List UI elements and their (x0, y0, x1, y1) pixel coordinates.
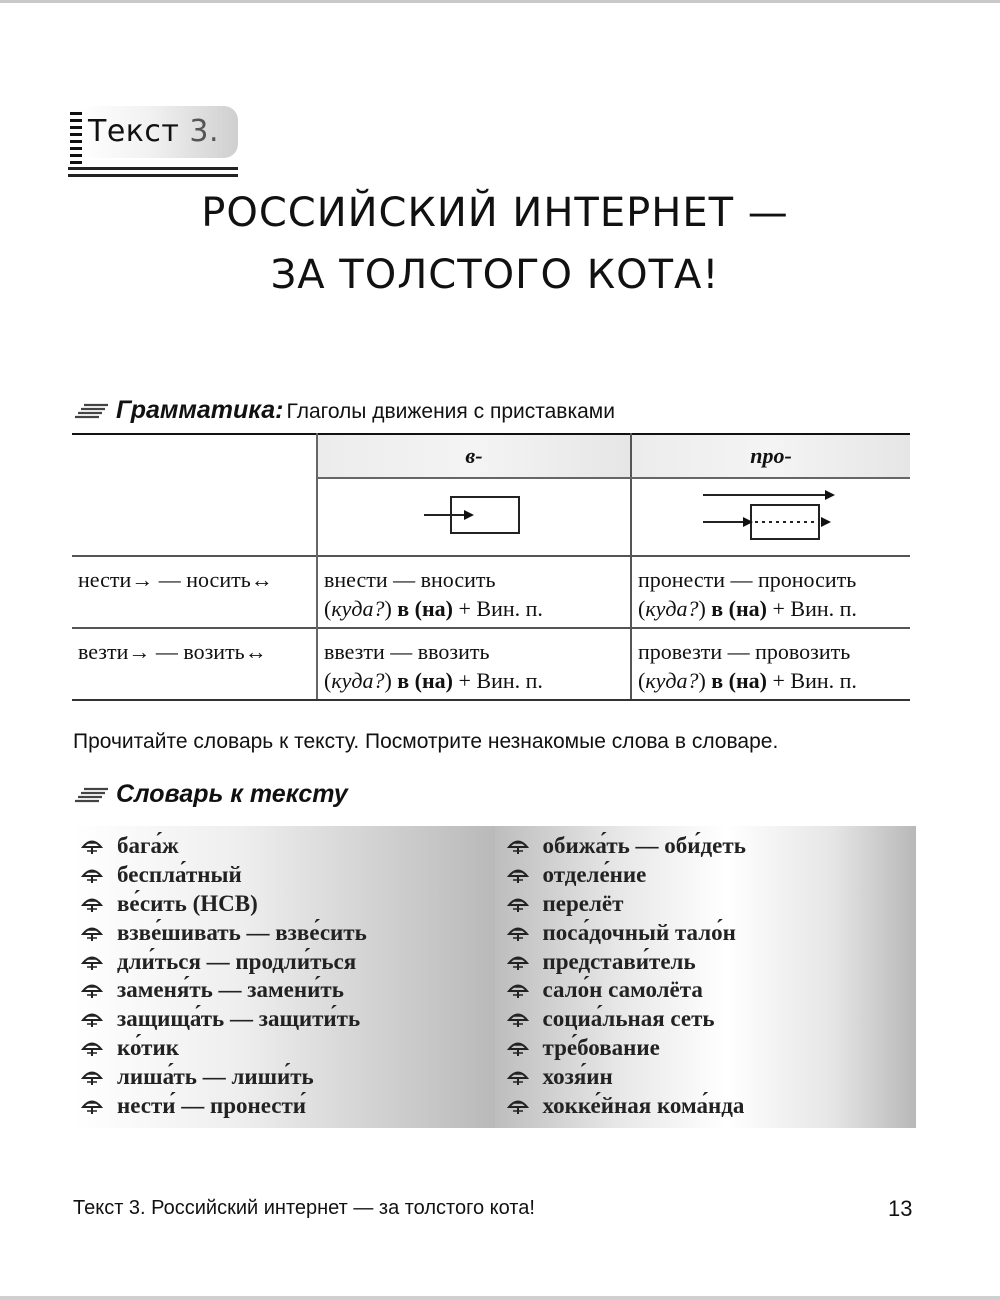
preposition: в (на) (711, 596, 767, 621)
vocabulary-word: защища́ть — защити́ть (117, 1006, 361, 1032)
vocabulary-item (507, 918, 917, 947)
umbrella-bullet-icon (507, 1097, 529, 1115)
page-title-line-2: ЗА ТОЛСТОГО КОТА! (270, 252, 720, 298)
vocabulary-item (81, 918, 495, 947)
badge-word: Текст (88, 114, 180, 149)
vocabulary-item (81, 1034, 495, 1063)
grammar-subtitle: Глаголы движения с приставками (286, 400, 615, 423)
vocabulary-item (507, 1005, 917, 1034)
pro-prefix-cell (631, 628, 910, 700)
umbrella-bullet-icon (81, 895, 103, 913)
prefixed-verbs: пронести — проносить (638, 567, 857, 592)
umbrella-bullet-icon (81, 953, 103, 971)
umbrella-bullet-icon (81, 1097, 103, 1115)
diagram-cell-pro (631, 478, 910, 556)
v-prefix-cell (317, 628, 631, 700)
case-label: + Вин. п. (458, 668, 543, 693)
umbrella-bullet-icon (507, 1068, 529, 1086)
preposition: в (на) (397, 596, 453, 621)
diagram-cell-v (317, 478, 631, 556)
vocabulary-word: заменя́ть — замени́ть (117, 977, 344, 1003)
vocabulary-word: ве́сить (НСВ) (117, 890, 258, 916)
umbrella-bullet-icon (507, 866, 529, 884)
column-header-v: в- (317, 434, 631, 478)
grammar-heading-label: Грамматика: (116, 396, 284, 424)
vocabulary-item (507, 861, 917, 890)
question-word: куда? (645, 596, 699, 621)
government-pattern: (куда?) в (на) + Вин. п. (324, 668, 543, 693)
government-pattern: (куда?) в (на) + Вин. п. (638, 668, 857, 693)
vocabulary-word: обижа́ть — оби́деть (542, 833, 746, 859)
question-word: куда? (331, 596, 385, 621)
instruction-text: Прочитайте словарь к тексту. Посмотрите незнакомые слова в словаре. (73, 730, 779, 753)
vocabulary-word: отделе́ние (542, 862, 647, 888)
vocabulary-item (81, 832, 495, 861)
vocabulary-item (81, 890, 495, 919)
vocabulary-word: взве́шивать — взве́сить (117, 919, 367, 945)
vocabulary-word: хозя́ин (542, 1063, 613, 1089)
vocabulary-item (507, 976, 917, 1005)
vocabulary-item (507, 1062, 917, 1091)
preposition: в (на) (397, 668, 453, 693)
vocabulary-word: хокке́йная кома́нда (542, 1092, 745, 1118)
text-number-badge (66, 104, 241, 176)
vocabulary-word: сало́н самолёта (542, 977, 703, 1003)
umbrella-bullet-icon (81, 924, 103, 942)
table-row (72, 628, 910, 700)
vocabulary-item (507, 947, 917, 976)
badge-underline (68, 167, 238, 170)
vocabulary-list (507, 832, 917, 1120)
table-row (72, 556, 910, 628)
vocabulary-word: беспла́тный (117, 862, 242, 888)
umbrella-bullet-icon (81, 837, 103, 855)
umbrella-bullet-icon (507, 953, 529, 971)
vocabulary-word: ко́тик (117, 1034, 179, 1060)
badge-number: 3. (189, 114, 220, 149)
vocabulary-item (81, 1005, 495, 1034)
umbrella-bullet-icon (81, 1039, 103, 1057)
umbrella-bullet-icon (81, 1010, 103, 1028)
vocabulary-word: тре́бование (542, 1034, 660, 1060)
page-top-edge (0, 0, 1000, 3)
vocabulary-list (81, 832, 495, 1120)
grammar-table (72, 433, 910, 701)
vocabulary-word: поса́дочный тало́н (542, 919, 736, 945)
vocabulary-word: представи́тель (542, 948, 696, 974)
prefixed-verbs: ввезти — ввозить (324, 639, 490, 664)
vocabulary-word: перелёт (542, 890, 624, 916)
vocabulary-item (81, 976, 495, 1005)
vocabulary-item (507, 1091, 917, 1120)
running-footer: Текст 3. Российский интернет — за толстого кота! (73, 1197, 535, 1219)
table-corner-cell (72, 434, 317, 556)
vocabulary-word: бага́ж (117, 833, 179, 859)
page-title (0, 182, 990, 306)
umbrella-bullet-icon (507, 895, 529, 913)
lines-icon (74, 787, 110, 803)
badge-dashes-decoration (70, 112, 82, 164)
vocabulary-word: социа́льная сеть (542, 1006, 715, 1032)
column-header-pro: про- (631, 434, 910, 478)
vocabulary-heading-label: Словарь к тексту (116, 780, 348, 808)
arrow-through-box-icon (701, 489, 841, 541)
vocabulary-word: лиша́ть — лиши́ть (117, 1063, 314, 1089)
page-title-line-1: РОССИЙСКИЙ ИНТЕРНЕТ — (201, 190, 789, 236)
base-verbs-cell: нести→ — носить↔ (72, 556, 317, 628)
vocabulary-word: дли́ться — продли́ться (117, 948, 357, 974)
umbrella-bullet-icon (81, 981, 103, 999)
vocabulary-item (507, 1034, 917, 1063)
question-word: куда? (331, 668, 385, 693)
case-label: + Вин. п. (458, 596, 543, 621)
government-pattern: (куда?) в (на) + Вин. п. (324, 596, 543, 621)
badge-underline (68, 174, 238, 177)
base-verbs-cell: везти→ — возить↔ (72, 628, 317, 700)
vocabulary-column-left (73, 826, 495, 1128)
vocabulary-word: нести́ — пронести́ (117, 1092, 307, 1118)
page-bottom-edge (0, 1296, 1000, 1300)
vocabulary-item (81, 1091, 495, 1120)
umbrella-bullet-icon (507, 837, 529, 855)
vocabulary-item (81, 947, 495, 976)
vocabulary-item (507, 890, 917, 919)
vocabulary-column-right (495, 826, 917, 1128)
umbrella-bullet-icon (81, 1068, 103, 1086)
prefixed-verbs: провезти — провозить (638, 639, 851, 664)
umbrella-bullet-icon (507, 924, 529, 942)
pro-prefix-cell (631, 556, 910, 628)
vocabulary-heading (74, 780, 348, 809)
government-pattern: (куда?) в (на) + Вин. п. (638, 596, 857, 621)
preposition: в (на) (711, 668, 767, 693)
vocabulary-box (73, 826, 916, 1128)
umbrella-bullet-icon (507, 1010, 529, 1028)
umbrella-bullet-icon (507, 981, 529, 999)
arrow-into-box-icon (424, 494, 524, 536)
vocabulary-item (81, 861, 495, 890)
lines-icon (74, 403, 110, 419)
case-label: + Вин. п. (772, 596, 857, 621)
badge-label (88, 114, 219, 149)
v-prefix-cell (317, 556, 631, 628)
case-label: + Вин. п. (772, 668, 857, 693)
prefixed-verbs: внести — вносить (324, 567, 496, 592)
umbrella-bullet-icon (81, 866, 103, 884)
umbrella-bullet-icon (507, 1039, 529, 1057)
vocabulary-item (507, 832, 917, 861)
grammar-heading (74, 396, 615, 425)
vocabulary-item (81, 1062, 495, 1091)
question-word: куда? (645, 668, 699, 693)
page-number: 13 (888, 1196, 913, 1221)
